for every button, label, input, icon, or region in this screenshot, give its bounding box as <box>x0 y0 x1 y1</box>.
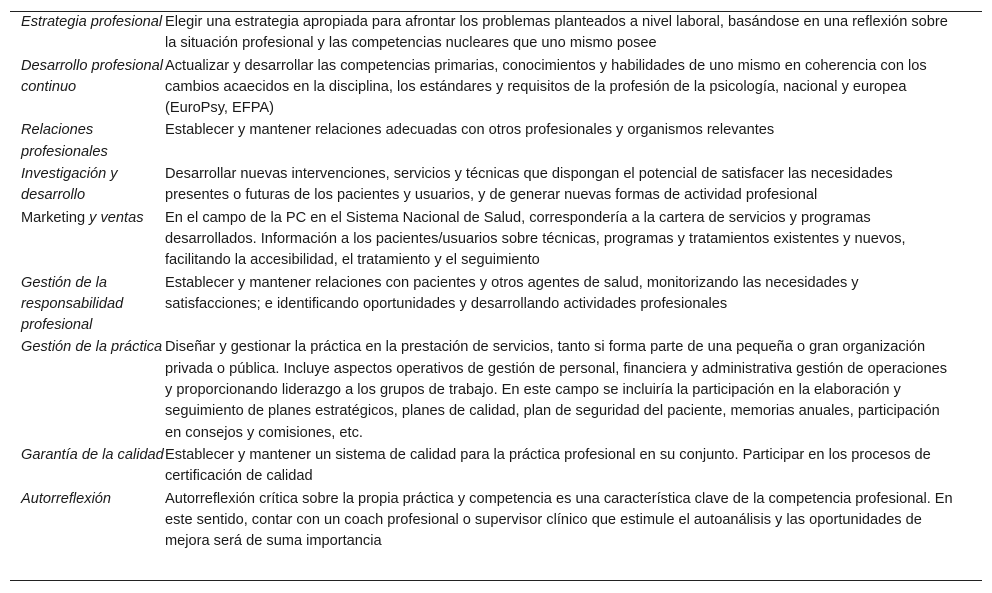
row-term <box>10 273 164 337</box>
term-text: Garantía de la calidad <box>21 446 164 463</box>
row-description: Diseñar y gestionar la práctica en la prestación de servicios, tanto si forma parte de una pequeña o gran organización privada o pública. Incluye aspectos operativos de gestión de personal, financiera y administrativa gestión de operaciones y proporcionando liderazgo a los grupos de trabajo. En este campo se incluiría la participación en la elaboración y seguimiento de planes estratégicos, planes de calidad, plan de seguridad del paciente, memorias anuales, participación en consejos y comisiones, etc. <box>165 339 948 441</box>
table-row <box>10 337 982 443</box>
table-row <box>10 12 982 55</box>
row-description: Establecer y mantener relaciones adecuadas con otros profesionales y organismos relevantes <box>165 122 775 139</box>
table-row <box>10 489 982 553</box>
term-text: Estrategia profesional <box>21 14 163 30</box>
row-description: Autorreflexión crítica sobre la propia práctica y competencia es una característica clave de la competencia profesional. En este sentido, contar con un coach profesional o supervisor clínico que estimule el autoanálisis y las oportunidades de mejora será de suma importancia <box>165 490 953 550</box>
table-row <box>10 164 982 207</box>
competencies-table <box>10 12 982 552</box>
term-text-upright: Marketing <box>21 209 86 226</box>
table-row <box>10 208 982 272</box>
row-term <box>10 337 164 443</box>
row-term <box>10 120 164 163</box>
term-text: Desarrollo profesional continuo <box>21 57 163 95</box>
row-term <box>10 164 164 207</box>
table-row <box>10 445 982 488</box>
row-description: Elegir una estrategia apropiada para afrontar los problemas planteados a nivel laboral, basándose en una reflexión sobre la situación profesional y las competencias nucleares que uno mismo posee <box>165 14 948 52</box>
row-description: Establecer y mantener un sistema de calidad para la práctica profesional en su conjunto. Participar en los procesos de certificación de calidad <box>165 446 931 485</box>
row-term <box>10 12 164 55</box>
row-term <box>10 208 164 272</box>
table-row <box>10 56 982 120</box>
term-text: y ventas <box>89 209 144 226</box>
term-text: Gestión de la responsabilidad profesional <box>21 274 124 334</box>
row-term <box>10 56 164 120</box>
row-term <box>10 489 164 553</box>
row-description: Desarrollar nuevas intervenciones, servicios y técnicas que dispongan el potencial de satisfacer las necesidades presentes o futuras de los pacientes y usuarios, y de generar nuevas formas de actividad profesional <box>165 166 893 204</box>
term-text: Autorreflexión <box>21 490 112 507</box>
table-row <box>10 273 982 337</box>
term-text: Relaciones profesionales <box>21 122 108 160</box>
term-text: Gestión de la práctica <box>21 339 163 356</box>
row-description: Establecer y mantener relaciones con pacientes y otros agentes de salud, monitorizando las necesidades y satisfacciones; e identificando oportunidades y desarrollando actividades profesionales <box>165 274 859 312</box>
table-row <box>10 120 982 163</box>
row-description: Actualizar y desarrollar las competencias primarias, conocimientos y habilidades de uno mismo en coherencia con los cambios acaecidos en la disciplina, los estándares y requisitos de la profesión de la psicología, nacional y europea (EuroPsy, EFPA) <box>165 57 927 117</box>
table-bottom-rule <box>10 580 982 581</box>
row-term <box>10 445 164 488</box>
row-description: En el campo de la PC en el Sistema Nacional de Salud, correspondería a la cartera de servicios y programas desarrollados. Información a los pacientes/usuarios sobre técnicas, programas y tratamientos existentes y nuevos, facilitando la accesibilidad, el tratamiento y el seguimiento <box>165 209 906 269</box>
term-text: Investigación y desarrollo <box>21 166 118 204</box>
